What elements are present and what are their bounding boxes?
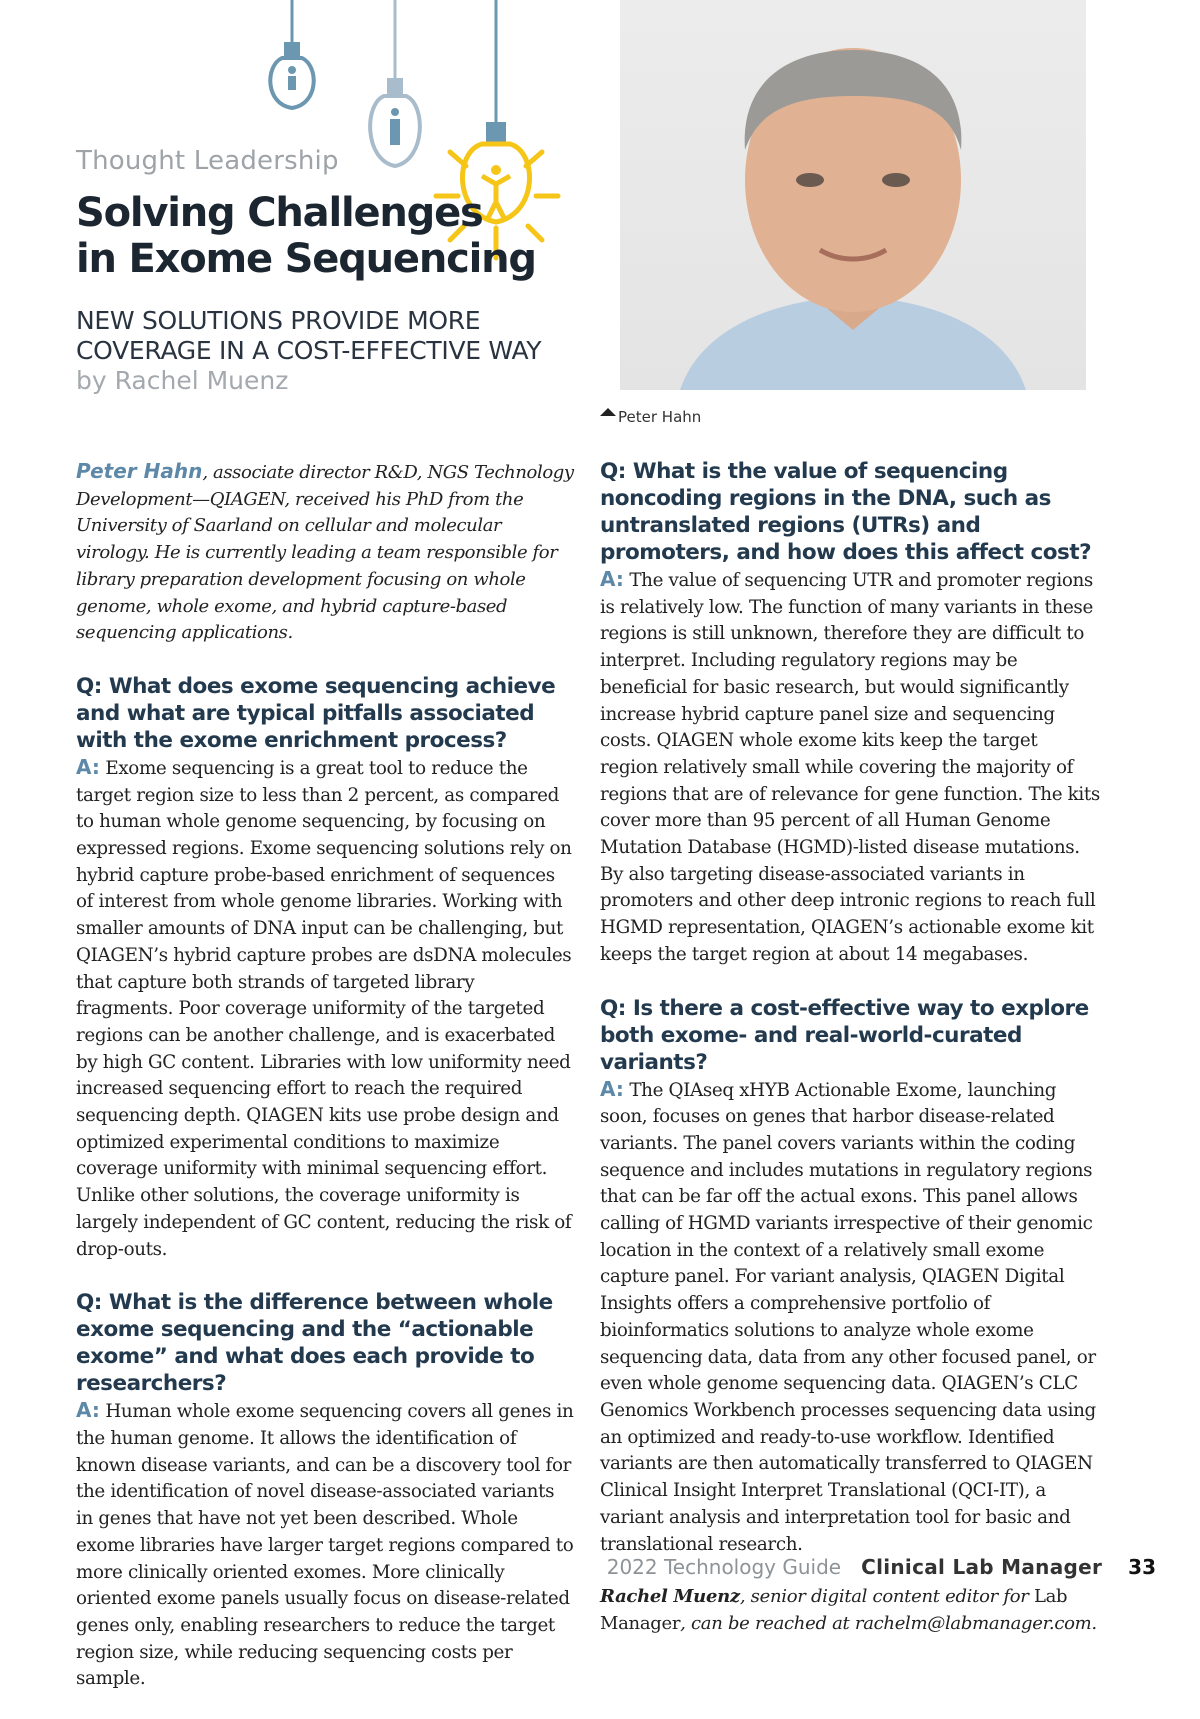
- answer-4: [600, 1076, 1100, 1559]
- answer-text: The QIAseq xHYB Actionable Exome, launching soon, focuses on genes that harbor disease-related variants. The panel covers variants within the coding sequence and includes mutations in regulatory regions that can be far off the actual exons. This panel allows calling of HGMD variants irrespective of their genomic location in the context of a relatively small exome capture panel. For variant analysis, QIAGEN Digital Insights offers a comprehensive portfolio of bioinformatics solutions to analyze whole exome sequencing data, data from any other focused panel, or even whole genome sequencing data. QIAGEN’s CLC Genomics Workbench processes sequencing data using an optimized and ready-to-use workflow. Identified variants are then automatically transferred to QIAGEN Clinical Insight Interpret Translational (QCI-IT), a variant analysis and interpretation tool for basic and translational research.: [600, 1079, 1096, 1555]
- footer-guide: 2022 Technology Guide: [606, 1555, 842, 1579]
- article-subtitle-line-2: COVERAGE IN A COST-EFFECTIVE WAY: [76, 336, 542, 365]
- answer-1: [76, 754, 576, 1263]
- lightbulb-icon: [270, 0, 313, 108]
- answer-2: [76, 1397, 576, 1693]
- article-title: [76, 190, 536, 282]
- signoff-name: Rachel Muenz: [600, 1586, 740, 1608]
- answer-3: [600, 566, 1100, 969]
- answer-text: Exome sequencing is a great tool to reduce the target region size to less than 2 percent, as compared to human whole genome sequencing, by focusing on expressed regions. Exome sequencing solutions rely on hybrid capture probe-based enrichment of sequences of interest from whole genome libraries. Working with smaller amounts of DNA input can be challenging, but QIAGEN’s hybrid capture probes are dsDNA molecules that capture both strands of targeted library fragments. Poor coverage uniformity of the targeted regions can be another challenge, and is exacerbated by high GC content. Libraries with low uniformity need increased sequencing effort to reach the required sequencing depth. QIAGEN kits use probe design and optimized experimental conditions to maximize coverage uniformity with minimal sequencing effort. Unlike other solutions, the coverage uniformity is largely independent of GC content, reducing the risk of drop-outs.: [76, 757, 572, 1260]
- answer-text: Human whole exome sequencing covers all genes in the human genome. It allows the identification of known disease variants, and can be a discovery tool for the identification of novel disease-associated variants in genes that have not yet been described. Whole exome libraries have larger target regions compared to more clinically oriented exomes. More clinically oriented exome panels usually focus on disease-related genes only, enabling researchers to reduce the target region size, while reducing sequencing costs per sample.: [76, 1401, 574, 1690]
- author-bio: [76, 458, 576, 647]
- portrait-illustration: [620, 0, 1086, 390]
- portrait-photo: [620, 0, 1086, 390]
- page-number: 33: [1128, 1555, 1156, 1579]
- author-signoff: [600, 1584, 1100, 1637]
- signoff-contact: , can be reached at rachelm@labmanager.com.: [680, 1612, 1097, 1634]
- right-column: [600, 458, 1103, 1638]
- answer-label: A:: [600, 1076, 624, 1101]
- article-subtitle: [76, 306, 541, 366]
- article-title-line-2: in Exome Sequencing: [76, 236, 536, 282]
- article-title-line-1: Solving Challenges: [76, 190, 483, 236]
- signoff-publication: Lab Manager: [600, 1586, 1068, 1634]
- answer-text: The value of sequencing UTR and promoter regions is relatively low. The function of many variants in these regions is still unknown, therefore they are difficult to interpret. Including regulatory regions may be beneficial for basic research, but would significantly increase hybrid capture panel size and sequencing costs. QIAGEN whole exome kits keep the target region relatively small while covering the majority of regions that are of relevance for gene function. The kits cover more than 95 percent of all Human Genome Mutation Database (HGMD)-listed disease mutations. By also targeting disease-associated variants in promoters and other deep intronic regions to reach full HGMD representation, QIAGEN’s actionable exome kit keeps the target region at about 14 megabases.: [600, 570, 1100, 965]
- article-subtitle-line-1: NEW SOLUTIONS PROVIDE MORE: [76, 306, 481, 335]
- answer-label: A:: [76, 754, 100, 779]
- question-4: Q: Is there a cost-effective way to explore both exome- and real-world-curated variants?: [600, 995, 1089, 1075]
- photo-caption-text: Peter Hahn: [618, 408, 702, 426]
- answer-label: A:: [76, 1398, 100, 1423]
- question-3: Q: What is the value of sequencing noncoding regions in the DNA, such as untranslated regions (UTRs) and promoters, and how does this affect cost?: [600, 459, 1092, 565]
- answer-label: A:: [600, 567, 624, 591]
- bio-name: Peter Hahn: [76, 459, 203, 483]
- bio-text: , associate director R&D, NGS Technology Development—QIAGEN, received his PhD from the University of Saarland on cellular and molecular virology. He is currently leading a team responsible for library preparation development focusing on whole genome, whole exome, and hybrid capture-based sequencing applications.: [76, 462, 574, 644]
- section-label: Thought Leadership: [76, 146, 339, 176]
- byline: by Rachel Muenz: [76, 366, 289, 395]
- question-1: Q: What does exome sequencing achieve and what are typical pitfalls associated with the exome enrichment process?: [76, 673, 556, 753]
- signoff-role: , senior digital content editor for: [739, 1586, 1034, 1608]
- page-footer: [607, 1555, 1156, 1579]
- lightbulb-icon: [370, 0, 420, 166]
- photo-caption: [600, 408, 701, 426]
- caption-arrow-icon: [600, 408, 616, 416]
- question-2: Q: What is the difference between whole exome sequencing and the “actionable exome” and what does each provide to researchers?: [76, 1290, 553, 1397]
- left-column: [76, 458, 576, 1719]
- footer-magazine: Clinical Lab Manager: [861, 1555, 1103, 1579]
